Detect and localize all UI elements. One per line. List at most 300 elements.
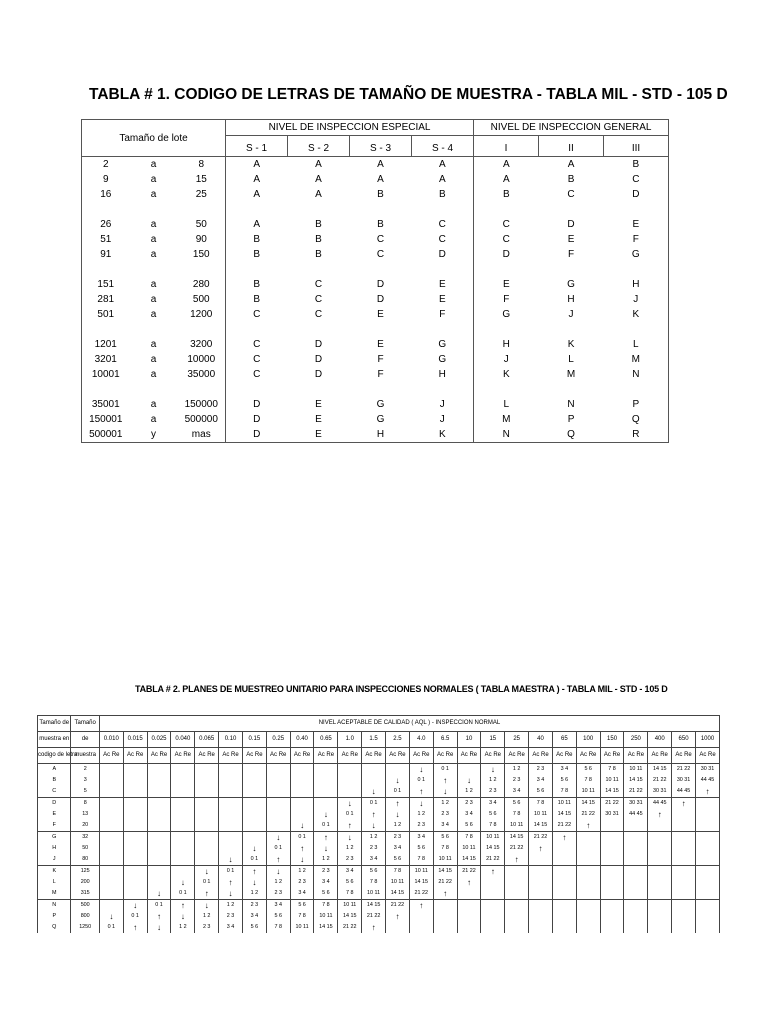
plan-cell	[99, 809, 123, 820]
sample-size: 8	[71, 798, 99, 810]
aql-level: 40	[529, 732, 553, 748]
plan-cell	[147, 843, 171, 854]
lot-sep: a	[150, 219, 157, 230]
aql-level: 4.0	[409, 732, 433, 748]
plan-cell	[552, 911, 576, 922]
plan-cell	[123, 764, 147, 776]
lot-sep: a	[150, 234, 157, 245]
plan-cell: ↑	[242, 866, 266, 878]
plan-cell	[648, 854, 672, 866]
plan-cell: ↓	[123, 900, 147, 912]
re-label: Re	[397, 752, 406, 758]
ac-label: Ac	[532, 752, 540, 758]
code-letter: B	[226, 277, 288, 292]
lot-sep: a	[150, 279, 157, 290]
plan-cell	[576, 866, 600, 878]
lot-from: 500001	[82, 427, 130, 443]
aql-level: 0.025	[147, 732, 171, 748]
aql-level: 650	[672, 732, 696, 748]
plan-cell: 10 11	[433, 854, 457, 866]
code-letter: A	[226, 172, 288, 187]
code-letter: E	[288, 427, 350, 443]
plan-cell: 0 1	[386, 786, 410, 798]
re-label: Re	[445, 752, 454, 758]
code-letter: A	[226, 157, 288, 173]
plan-cell: 5 6	[457, 820, 481, 832]
aql-level: 0.10	[219, 732, 243, 748]
plan-cell	[338, 786, 362, 798]
plan-cell	[505, 900, 529, 912]
plan-cell: 5 6	[362, 866, 386, 878]
plan-cell	[99, 832, 123, 844]
sample-code: A	[38, 764, 71, 776]
plan-cell: 7 8	[576, 775, 600, 786]
ac-re-header	[529, 748, 553, 764]
code-letter: R	[604, 427, 669, 443]
plan-cell: ↑	[433, 775, 457, 786]
plan-cell: ↓	[171, 911, 195, 922]
plan-cell: 10 11	[505, 820, 529, 832]
lot-from: 1201	[82, 337, 130, 352]
plan-cell: ↑	[147, 911, 171, 922]
sample-row	[38, 888, 720, 900]
plan-cell: 14 15	[457, 854, 481, 866]
plan-cell: 3 4	[386, 843, 410, 854]
aql-level: 6.5	[433, 732, 457, 748]
plan-cell: 10 11	[457, 843, 481, 854]
plan-cell	[314, 764, 338, 776]
level-ii-header: II	[539, 136, 604, 157]
code-letter: D	[226, 427, 288, 443]
plan-cell: 1 2	[362, 832, 386, 844]
plan-cell	[529, 866, 553, 878]
plan-cell	[314, 798, 338, 810]
plan-cell	[481, 900, 505, 912]
sample-code: M	[38, 888, 71, 900]
ac-label: Ac	[365, 752, 373, 758]
ac-re-header	[695, 748, 719, 764]
code-letter: E	[438, 279, 446, 290]
plan-cell	[695, 866, 719, 878]
plan-cell: ↑	[409, 786, 433, 798]
plan-cell	[481, 922, 505, 933]
sample-size: 5	[71, 786, 99, 798]
plan-cell	[695, 809, 719, 820]
plan-cell: 44 45	[695, 775, 719, 786]
code-letter: B	[474, 187, 539, 217]
plan-cell	[99, 854, 123, 866]
plan-cell: 0 1	[99, 922, 123, 933]
plan-cell: 44 45	[624, 809, 648, 820]
plan-cell: 30 31	[648, 786, 672, 798]
code-letter: B	[377, 219, 384, 230]
plan-cell: 7 8	[386, 866, 410, 878]
plan-cell: 7 8	[457, 832, 481, 844]
size-header-2: de	[71, 732, 99, 748]
plan-cell: ↑	[481, 866, 505, 878]
lot-to: 50	[195, 219, 207, 230]
code-letter: A	[315, 174, 322, 185]
ac-label: Ac	[651, 752, 659, 758]
plan-cell: 30 31	[672, 775, 696, 786]
sample-code: J	[38, 854, 71, 866]
plan-cell	[147, 786, 171, 798]
sample-row	[38, 832, 720, 844]
re-label: Re	[493, 752, 501, 758]
plan-cell: 5 6	[266, 911, 290, 922]
plan-cell	[171, 854, 195, 866]
plan-cell	[600, 832, 624, 844]
plan-cell: 0 1	[409, 775, 433, 786]
plan-cell: 10 11	[314, 911, 338, 922]
sample-code: Q	[38, 922, 71, 933]
plan-cell	[600, 877, 624, 888]
plan-cell: 30 31	[600, 809, 624, 820]
plan-cell: 14 15	[552, 809, 576, 820]
plan-cell: 0 1	[266, 843, 290, 854]
plan-cell	[147, 832, 171, 844]
plan-cell	[195, 786, 219, 798]
code-letter: B	[604, 157, 669, 173]
plan-cell	[123, 866, 147, 878]
ac-re-header	[457, 748, 481, 764]
code-letter: G	[604, 247, 669, 277]
plan-cell: ↑	[219, 877, 243, 888]
aql-level: 100	[576, 732, 600, 748]
code-letter: F	[474, 292, 539, 307]
plan-cell	[648, 843, 672, 854]
plan-cell: ↓	[386, 809, 410, 820]
lot-from: 3201	[82, 352, 130, 367]
plan-cell	[576, 877, 600, 888]
code-letter: K	[412, 427, 474, 443]
lot-sep: a	[150, 354, 157, 365]
re-label: Re	[660, 752, 668, 758]
lot-row	[82, 352, 669, 367]
lot-to: 500000	[184, 414, 218, 425]
plan-cell: ↓	[314, 809, 338, 820]
sample-row	[38, 764, 720, 776]
plan-cell: ↑	[195, 888, 219, 900]
plan-cell	[672, 900, 696, 912]
plan-cell: 10 11	[409, 866, 433, 878]
plan-cell	[624, 832, 648, 844]
plan-cell: ↓	[290, 820, 314, 832]
ac-label: Ac	[389, 752, 397, 758]
lot-row	[82, 172, 669, 187]
ac-label: Ac	[556, 752, 564, 758]
plan-cell	[576, 843, 600, 854]
plan-cell	[219, 843, 243, 854]
plan-cell: ↑	[505, 854, 529, 866]
sample-row	[38, 866, 720, 878]
sample-size: 125	[71, 866, 99, 878]
plan-cell: 21 22	[648, 775, 672, 786]
plan-cell: 44 45	[648, 798, 672, 810]
plan-cell: 5 6	[433, 832, 457, 844]
plan-cell: ↑	[362, 809, 386, 820]
plan-cell	[529, 900, 553, 912]
plan-cell	[99, 900, 123, 912]
lot-from: 51	[82, 232, 130, 247]
plan-cell: 21 22	[624, 786, 648, 798]
plan-cell	[624, 888, 648, 900]
sample-code: C	[38, 786, 71, 798]
plan-cell: 3 4	[529, 775, 553, 786]
plan-cell	[600, 922, 624, 933]
plan-cell	[529, 854, 553, 866]
ac-re-header	[99, 748, 123, 764]
plan-cell: 1 2	[481, 775, 505, 786]
plan-cell: ↓	[195, 900, 219, 912]
sample-code: G	[38, 832, 71, 844]
plan-cell	[648, 866, 672, 878]
lot-from: 10001	[82, 367, 130, 397]
plan-cell	[314, 775, 338, 786]
re-label: Re	[564, 752, 573, 758]
plan-cell: 2 3	[409, 820, 433, 832]
lot-to: 90	[195, 234, 207, 245]
code-letter: B	[315, 219, 322, 230]
code-letter: C	[226, 367, 288, 397]
plan-cell: 30 31	[624, 798, 648, 810]
plan-cell: ↓	[338, 798, 362, 810]
code-letter: D	[376, 294, 385, 305]
aql-level: 15	[481, 732, 505, 748]
plan-cell: 2 3	[433, 809, 457, 820]
code-letter: B	[226, 232, 288, 247]
plan-cell	[266, 764, 290, 776]
code-letter: A	[438, 174, 446, 185]
code-header-2: muestra en	[38, 732, 71, 748]
sample-code: B	[38, 775, 71, 786]
re-label: Re	[326, 752, 335, 758]
sample-size: 800	[71, 911, 99, 922]
plan-cell: ↑	[552, 832, 576, 844]
plan-cell: 7 8	[505, 809, 529, 820]
code-letter: N	[567, 399, 575, 410]
ac-re-header	[386, 748, 410, 764]
plan-cell	[457, 888, 481, 900]
plan-cell: 14 15	[529, 820, 553, 832]
ac-re-header	[576, 748, 600, 764]
re-label: Re	[421, 752, 430, 758]
code-letter: G	[567, 279, 575, 290]
sample-row	[38, 877, 720, 888]
aql-level: 1000	[695, 732, 719, 748]
code-letter: C	[314, 309, 323, 320]
ac-re-header	[505, 748, 529, 764]
plan-cell	[695, 877, 719, 888]
lot-from: 91	[82, 247, 130, 277]
ac-re-header	[123, 748, 147, 764]
plan-cell: 21 22	[576, 809, 600, 820]
plan-cell: 1 2	[433, 798, 457, 810]
sample-code: H	[38, 843, 71, 854]
plan-cell: 10 11	[624, 764, 648, 776]
level-iii-header: III	[604, 136, 669, 157]
plan-cell	[362, 764, 386, 776]
plan-cell	[123, 809, 147, 820]
ac-label: Ac	[341, 752, 349, 758]
plan-cell	[219, 798, 243, 810]
re-label: Re	[135, 752, 144, 758]
lot-row	[82, 307, 669, 337]
plan-cell: 2 3	[338, 854, 362, 866]
plan-cell	[648, 877, 672, 888]
plan-cell	[219, 775, 243, 786]
plan-cell: 14 15	[600, 786, 624, 798]
plan-cell	[219, 832, 243, 844]
plan-cell	[672, 832, 696, 844]
level-s2-header: S - 2	[288, 136, 350, 157]
code-letter: C	[474, 232, 539, 247]
plan-cell	[147, 764, 171, 776]
code-letter: Q	[539, 427, 604, 443]
plan-cell	[171, 809, 195, 820]
ac-re-header	[171, 748, 195, 764]
aql-level: 0.010	[99, 732, 123, 748]
plan-cell: 7 8	[552, 786, 576, 798]
ac-label: Ac	[246, 752, 254, 758]
plan-cell: 1 2	[338, 843, 362, 854]
plan-cell: 14 15	[338, 911, 362, 922]
sample-row	[38, 775, 720, 786]
plan-cell	[147, 866, 171, 878]
re-label: Re	[207, 752, 215, 758]
code-letter: D	[567, 219, 575, 230]
code-letter: L	[604, 337, 669, 352]
lot-row	[82, 412, 669, 427]
plan-cell	[481, 888, 505, 900]
plan-cell: 14 15	[624, 775, 648, 786]
plan-cell: ↑	[290, 843, 314, 854]
ac-re-header	[362, 748, 386, 764]
plan-cell	[505, 911, 529, 922]
lot-sep: a	[150, 414, 157, 425]
code-letter: K	[567, 339, 575, 350]
plan-cell: 5 6	[576, 764, 600, 776]
plan-cell	[290, 775, 314, 786]
plan-cell	[147, 820, 171, 832]
plan-cell: 10 11	[481, 832, 505, 844]
plan-cell: ↑	[409, 900, 433, 912]
lot-from: 281	[82, 292, 130, 307]
plan-cell: 14 15	[409, 877, 433, 888]
plan-cell	[123, 854, 147, 866]
sample-row	[38, 911, 720, 922]
plan-cell: 1 2	[409, 809, 433, 820]
lot-from: 150001	[82, 412, 130, 427]
code-letter: B	[315, 249, 322, 260]
re-label: Re	[517, 752, 525, 758]
lot-row	[82, 247, 669, 277]
code-letter: C	[376, 234, 385, 245]
lot-size-header: Tamaño de lote	[82, 120, 226, 157]
plan-cell: ↑	[433, 888, 457, 900]
plan-cell	[600, 911, 624, 922]
plan-cell	[505, 877, 529, 888]
plan-cell: 0 1	[242, 854, 266, 866]
plan-cell	[409, 911, 433, 922]
plan-cell: 7 8	[409, 854, 433, 866]
plan-cell: 3 4	[362, 854, 386, 866]
plan-cell	[695, 888, 719, 900]
lot-row	[82, 187, 669, 217]
sample-row	[38, 786, 720, 798]
lot-to: 15	[195, 174, 207, 185]
lot-row	[82, 232, 669, 247]
sampling-plan-table	[37, 715, 720, 933]
sample-row	[38, 854, 720, 866]
plan-cell	[266, 809, 290, 820]
lot-to: 150	[192, 249, 210, 260]
plan-cell: 14 15	[314, 922, 338, 933]
re-label: Re	[302, 752, 311, 758]
code-letter: D	[314, 339, 323, 350]
code-letter: P	[604, 397, 669, 412]
plan-cell	[648, 922, 672, 933]
plan-cell	[242, 832, 266, 844]
plan-cell: 1 2	[266, 877, 290, 888]
code-letter: A	[438, 159, 446, 170]
code-letter: E	[377, 339, 384, 350]
code-letter: D	[226, 412, 288, 427]
code-letter: B	[315, 234, 322, 245]
lot-row	[82, 277, 669, 292]
lot-to: 150000	[184, 399, 218, 410]
plan-cell: ↓	[362, 820, 386, 832]
table1-title: TABLA # 1. CODIGO DE LETRAS DE TAMAÑO DE MUESTRA - TABLA MIL - STD - 105 D	[89, 86, 728, 103]
plan-cell	[171, 866, 195, 878]
sample-code: E	[38, 809, 71, 820]
plan-cell	[457, 922, 481, 933]
plan-cell	[242, 820, 266, 832]
plan-cell	[552, 854, 576, 866]
plan-cell: 3 4	[314, 877, 338, 888]
aql-level: 400	[648, 732, 672, 748]
plan-cell	[529, 877, 553, 888]
lot-to: 8	[198, 159, 205, 170]
plan-cell: 21 22	[672, 764, 696, 776]
sample-size: 2	[71, 764, 99, 776]
ac-re-header	[481, 748, 505, 764]
re-label: Re	[254, 752, 263, 758]
lot-sep: a	[150, 399, 157, 410]
plan-cell: 1 2	[457, 786, 481, 798]
code-letter: J	[439, 414, 445, 425]
code-letter: C	[314, 279, 323, 290]
plan-cell: 10 11	[290, 922, 314, 933]
plan-cell: 2 3	[195, 922, 219, 933]
plan-cell	[672, 820, 696, 832]
code-letter: E	[315, 414, 322, 425]
plan-cell	[147, 775, 171, 786]
plan-cell	[624, 877, 648, 888]
plan-cell: 2 3	[481, 786, 505, 798]
ac-label: Ac	[126, 752, 134, 758]
plan-cell: 1 2	[290, 866, 314, 878]
plan-cell: ↑	[576, 820, 600, 832]
size-header-3: muestra	[71, 748, 99, 764]
plan-cell	[505, 922, 529, 933]
plan-cell	[123, 877, 147, 888]
plan-cell: 10 11	[386, 877, 410, 888]
ac-re-header	[624, 748, 648, 764]
plan-cell: 5 6	[409, 843, 433, 854]
sample-size: 20	[71, 820, 99, 832]
plan-cell: ↑	[171, 900, 195, 912]
